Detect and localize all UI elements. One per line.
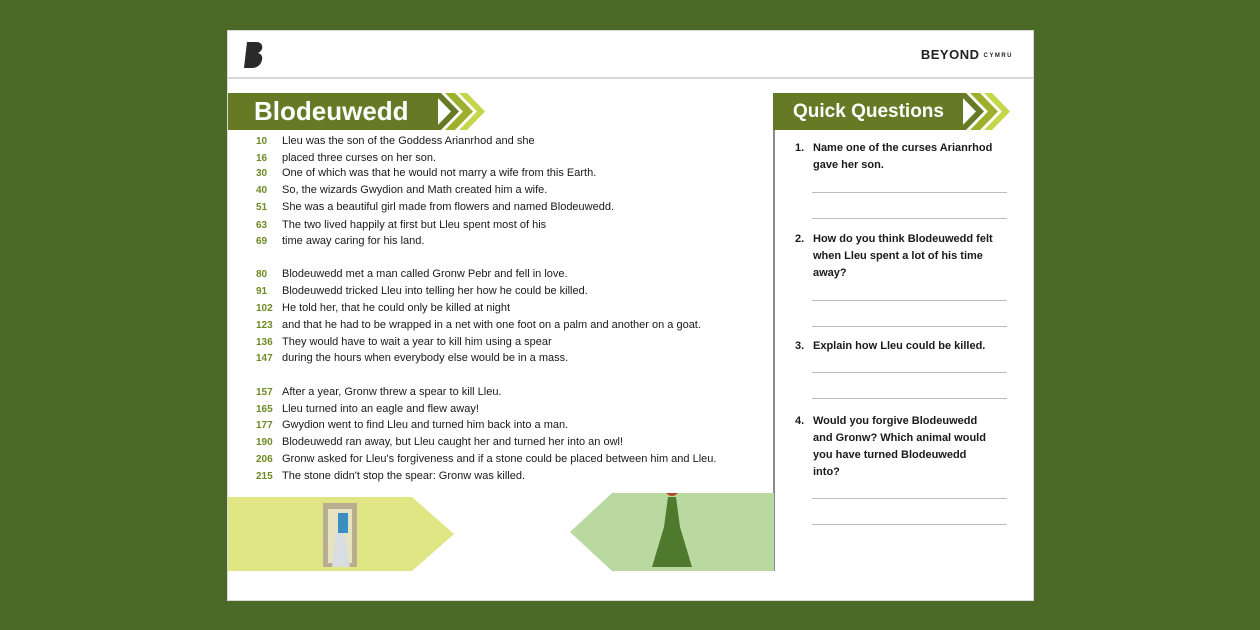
beyond-logo-icon <box>242 41 264 69</box>
answer-line[interactable] <box>812 398 1007 399</box>
line-number: 16 <box>256 153 268 164</box>
answer-line[interactable] <box>812 372 1007 373</box>
line-number: 165 <box>256 404 273 415</box>
question-item <box>795 338 995 355</box>
illustration-lleu-icon <box>323 503 357 567</box>
line-number: 40 <box>256 185 268 196</box>
line-number: 69 <box>256 236 268 247</box>
story-line <box>256 302 510 314</box>
line-text: Gronw asked for Lleu's forgiveness and if a stone could be placed between him and Lleu. <box>282 453 717 465</box>
story-line <box>256 336 552 348</box>
story-line <box>256 152 436 164</box>
story-line <box>256 436 623 448</box>
story-line <box>256 352 568 364</box>
story-line <box>256 235 424 247</box>
story-line <box>256 403 479 415</box>
line-text: He told her, that he could only be killed at night <box>282 302 511 314</box>
line-number: 30 <box>256 168 268 179</box>
line-text: placed three curses on her son. <box>282 152 437 164</box>
question-text: Explain how Lleu could be killed. <box>813 340 986 352</box>
line-text: Blodeuwedd met a man called Gronw Pebr and fell in love. <box>282 268 568 280</box>
header-divider <box>228 77 1033 79</box>
question-text: Name one of the curses Arianrhod gave her son. <box>813 142 993 171</box>
line-text: One of which was that he would not marry a wife from this Earth. <box>282 167 597 179</box>
line-text: The two lived happily at first but Lleu spent most of his <box>282 219 547 231</box>
line-number: 80 <box>256 269 268 280</box>
worksheet-page <box>227 30 1034 601</box>
questions-title: Quick Questions <box>773 93 963 130</box>
story-line <box>256 184 547 196</box>
line-text: Gwydion went to find Lleu and turned him back into a man. <box>282 419 569 431</box>
story-title: Blodeuwedd <box>228 93 438 130</box>
brand-logo: BEYOND CYMRU <box>920 47 1013 62</box>
answer-line[interactable] <box>812 218 1007 219</box>
answer-line[interactable] <box>812 192 1007 193</box>
line-text: Lleu turned into an eagle and flew away! <box>282 403 479 415</box>
line-text: The stone didn't stop the spear: Gronw was killed. <box>282 470 526 482</box>
line-number: 102 <box>256 303 273 314</box>
line-text: Blodeuwedd ran away, but Lleu caught her and turned her into an owl! <box>282 436 624 448</box>
answer-line[interactable] <box>812 300 1007 301</box>
story-line <box>256 470 525 482</box>
question-number: 4. <box>795 415 805 427</box>
line-number: 147 <box>256 353 273 364</box>
line-text: Lleu was the son of the Goddess Arianrhod and she <box>282 135 535 147</box>
line-number: 177 <box>256 420 273 431</box>
line-number: 215 <box>256 471 273 482</box>
question-text: How do you think Blodeuwedd felt when Lleu spent a lot of his time away? <box>813 233 993 279</box>
question-number: 3. <box>795 340 805 352</box>
question-number: 2. <box>795 233 805 245</box>
line-text: during the hours when everybody else would be in a mass. <box>282 352 569 364</box>
story-line <box>256 167 596 179</box>
line-number: 157 <box>256 387 273 398</box>
question-item <box>795 140 995 174</box>
line-text: time away caring for his land. <box>282 235 425 247</box>
question-item <box>795 231 995 282</box>
story-line <box>256 453 716 465</box>
story-line <box>256 419 568 431</box>
image-panel-left <box>228 497 454 571</box>
story-line <box>256 319 701 331</box>
line-number: 136 <box>256 337 273 348</box>
line-number: 123 <box>256 320 273 331</box>
line-text: After a year, Gronw threw a spear to kill Lleu. <box>282 386 502 398</box>
story-line <box>256 219 546 231</box>
line-text: She was a beautiful girl made from flowers and named Blodeuwedd. <box>282 201 615 213</box>
answer-line[interactable] <box>812 524 1007 525</box>
story-line <box>256 268 568 280</box>
line-number: 10 <box>256 136 268 147</box>
story-line <box>256 201 614 213</box>
story-line <box>256 135 535 147</box>
question-text: Would you forgive Blodeuwedd and Gronw? Which animal would you have turned Blodeuwedd into? <box>813 415 986 478</box>
story-line <box>256 285 588 297</box>
line-number: 206 <box>256 454 273 465</box>
line-number: 51 <box>256 202 268 213</box>
line-text: So, the wizards Gwydion and Math created him a wife. <box>282 184 548 196</box>
line-number: 63 <box>256 220 268 231</box>
question-number: 1. <box>795 142 805 154</box>
answer-line[interactable] <box>812 498 1007 499</box>
chevron-icon <box>958 93 1013 130</box>
question-item <box>795 413 995 481</box>
line-text: They would have to wait a year to kill him using a spear <box>282 336 552 348</box>
line-text: Blodeuwedd tricked Lleu into telling her how he could be killed. <box>282 285 588 297</box>
answer-line[interactable] <box>812 326 1007 327</box>
story-line <box>256 386 502 398</box>
line-text: and that he had to be wrapped in a net with one foot on a palm and another on a goat. <box>282 319 701 331</box>
image-panel-right <box>570 493 774 571</box>
line-number: 91 <box>256 286 268 297</box>
line-number: 190 <box>256 437 273 448</box>
chevron-icon <box>433 93 488 130</box>
